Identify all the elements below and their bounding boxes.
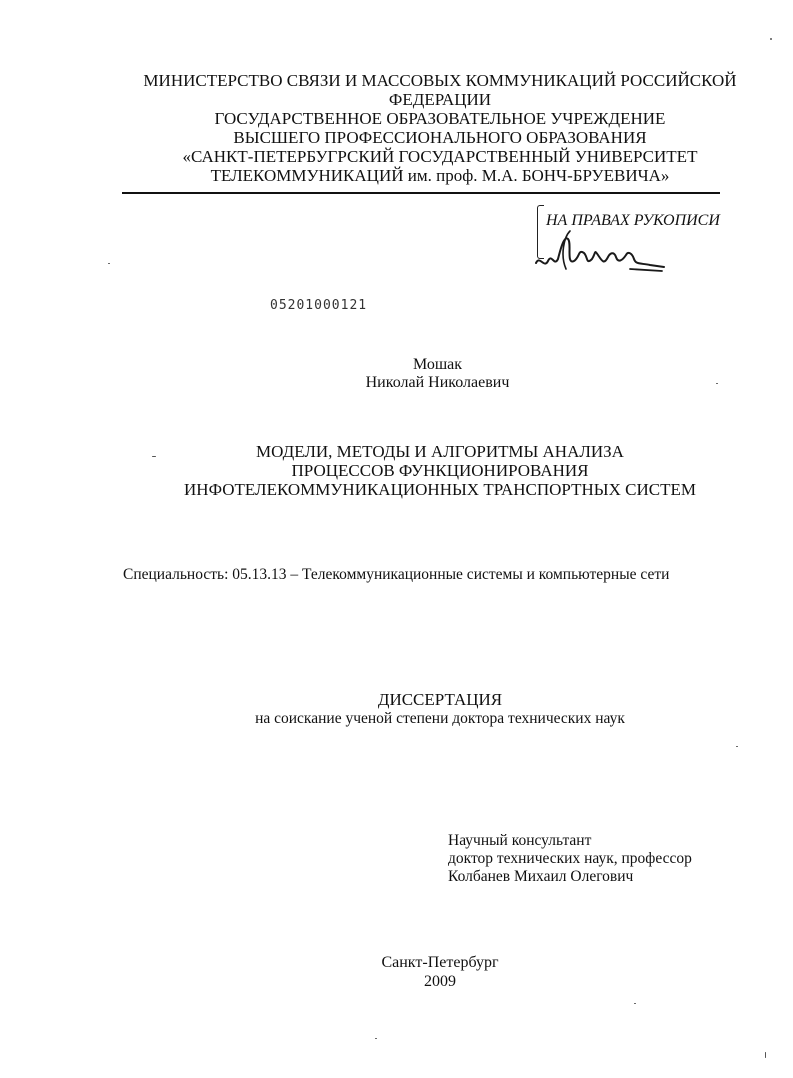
dissertation-block [230, 690, 650, 728]
footer-block [330, 953, 550, 991]
handwritten-signature [530, 225, 670, 275]
consultant-role: Научный консультант [448, 832, 592, 849]
header-line: ТЕЛЕКОММУНИКАЦИЙ им. проф. М.А. БОНЧ-БРУЕВИЧА» [210, 166, 670, 185]
catalog-code: 05201000121 [270, 298, 368, 313]
title-line: ИНФОТЕЛЕКОММУНИКАЦИОННЫХ ТРАНСПОРТНЫХ СИСТЕМ [184, 480, 696, 499]
dissertation-subtitle: на соискание ученой степени доктора технических наук [255, 710, 625, 727]
scan-speck [716, 383, 718, 384]
dissertation-title [170, 442, 710, 499]
title-line: МОДЕЛИ, МЕТОДЫ И АЛГОРИТМЫ АНАЛИЗА [256, 442, 624, 461]
header-line: «САНКТ-ПЕТЕРБУГРСКИЙ ГОСУДАРСТВЕННЫЙ УНИВЕРСИТЕТ [182, 147, 698, 166]
scan-speck [765, 1052, 766, 1058]
author-name: Николай Николаевич [365, 374, 510, 391]
header-line: ГОСУДАРСТВЕННОЕ ОБРАЗОВАТЕЛЬНОЕ УЧРЕЖДЕНИЕ [214, 109, 666, 128]
consultant-degree: доктор технических наук, профессор [448, 850, 692, 867]
footer-year: 2009 [424, 973, 456, 990]
scan-speck [152, 456, 156, 457]
header-divider [122, 192, 720, 194]
scan-speck [770, 38, 772, 40]
dissertation-heading: ДИССЕРТАЦИЯ [377, 690, 503, 709]
title-line: ПРОЦЕССОВ ФУНКЦИОНИРОВАНИЯ [291, 461, 589, 480]
scan-speck [634, 1003, 636, 1004]
scan-speck [108, 263, 110, 264]
consultant-name: Колбанев Михаил Олегович [448, 868, 634, 885]
institution-header [120, 71, 760, 185]
consultant-block [448, 832, 692, 886]
author-block [300, 356, 575, 392]
footer-city: Санкт-Петербург [381, 954, 499, 971]
specialty-line: Специальность: 05.13.13 – Телекоммуникационные системы и компьютерные сети [123, 566, 670, 583]
author-surname: Мошак [412, 356, 463, 373]
header-line: МИНИСТЕРСТВО СВЯЗИ И МАССОВЫХ КОММУНИКАЦИЙ РОССИЙСКОЙ [143, 71, 737, 90]
header-line: ВЫСШЕГО ПРОФЕССИОНАЛЬНОГО ОБРАЗОВАНИЯ [233, 128, 647, 147]
header-line: ФЕДЕРАЦИИ [388, 90, 492, 109]
scan-speck [736, 746, 738, 747]
scan-speck [375, 1038, 377, 1039]
rights-notice: НА ПРАВАХ РУКОПИСИ [546, 212, 720, 229]
